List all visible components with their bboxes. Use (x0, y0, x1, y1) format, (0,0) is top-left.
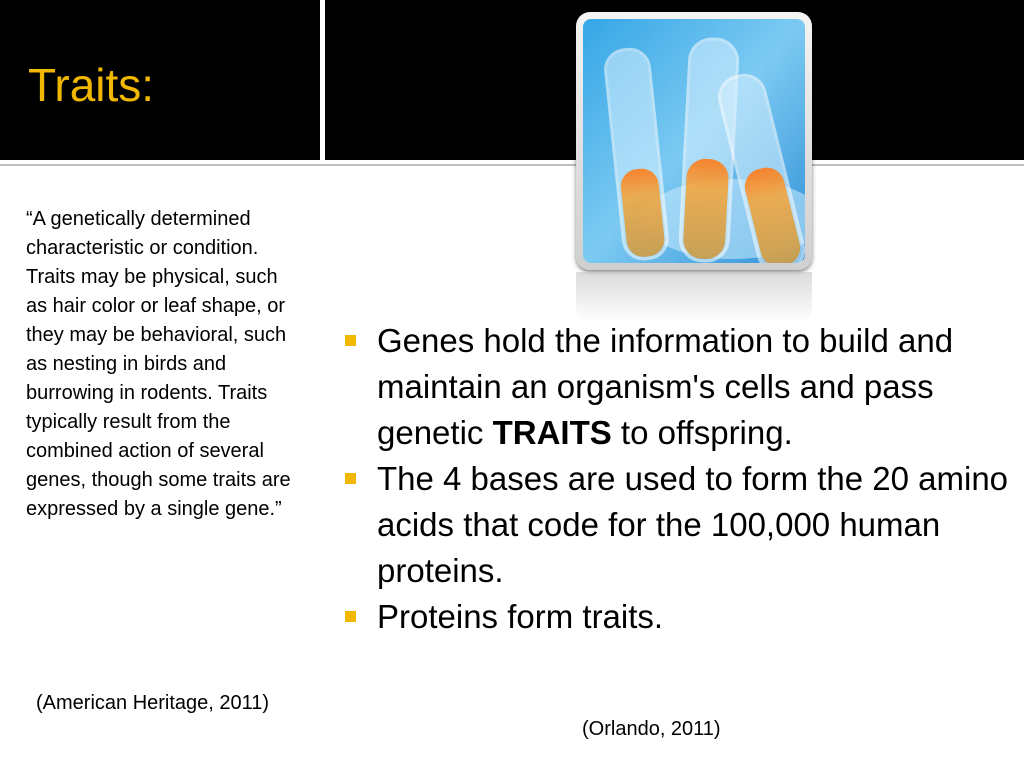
trait-definition-quote: “A genetically determined characteristic or condition. Traits may be physical, such as hair color or leaf shape, or they may be behavioral, such as nesting in birds and burrowing in rodents. Traits typically result from the combined action of several genes, though some traits are expressed by a single gene.” (26, 208, 291, 520)
bullet-item: Proteins form traits. (340, 594, 1010, 640)
square-bullet-icon (345, 335, 356, 346)
photo-reflection (576, 272, 812, 322)
test-tubes-photo (576, 12, 812, 270)
bullet-list (340, 318, 1010, 640)
header-divider (0, 164, 1024, 166)
quote-citation: (American Heritage, 2011) (36, 692, 270, 714)
bullet-item: The 4 bases are used to form the 20 amino acids that code for the 100,000 human proteins. (340, 456, 1010, 594)
slide-title: Traits: (28, 59, 155, 111)
square-bullet-icon (345, 611, 356, 622)
square-bullet-icon (345, 473, 356, 484)
bullet-item: Genes hold the information to build and maintain an organism's cells and pass genetic TRAITS to offspring. (340, 318, 1010, 456)
emphasized-term: TRAITS (492, 414, 612, 451)
bullet-citation: (Orlando, 2011) (582, 718, 721, 740)
